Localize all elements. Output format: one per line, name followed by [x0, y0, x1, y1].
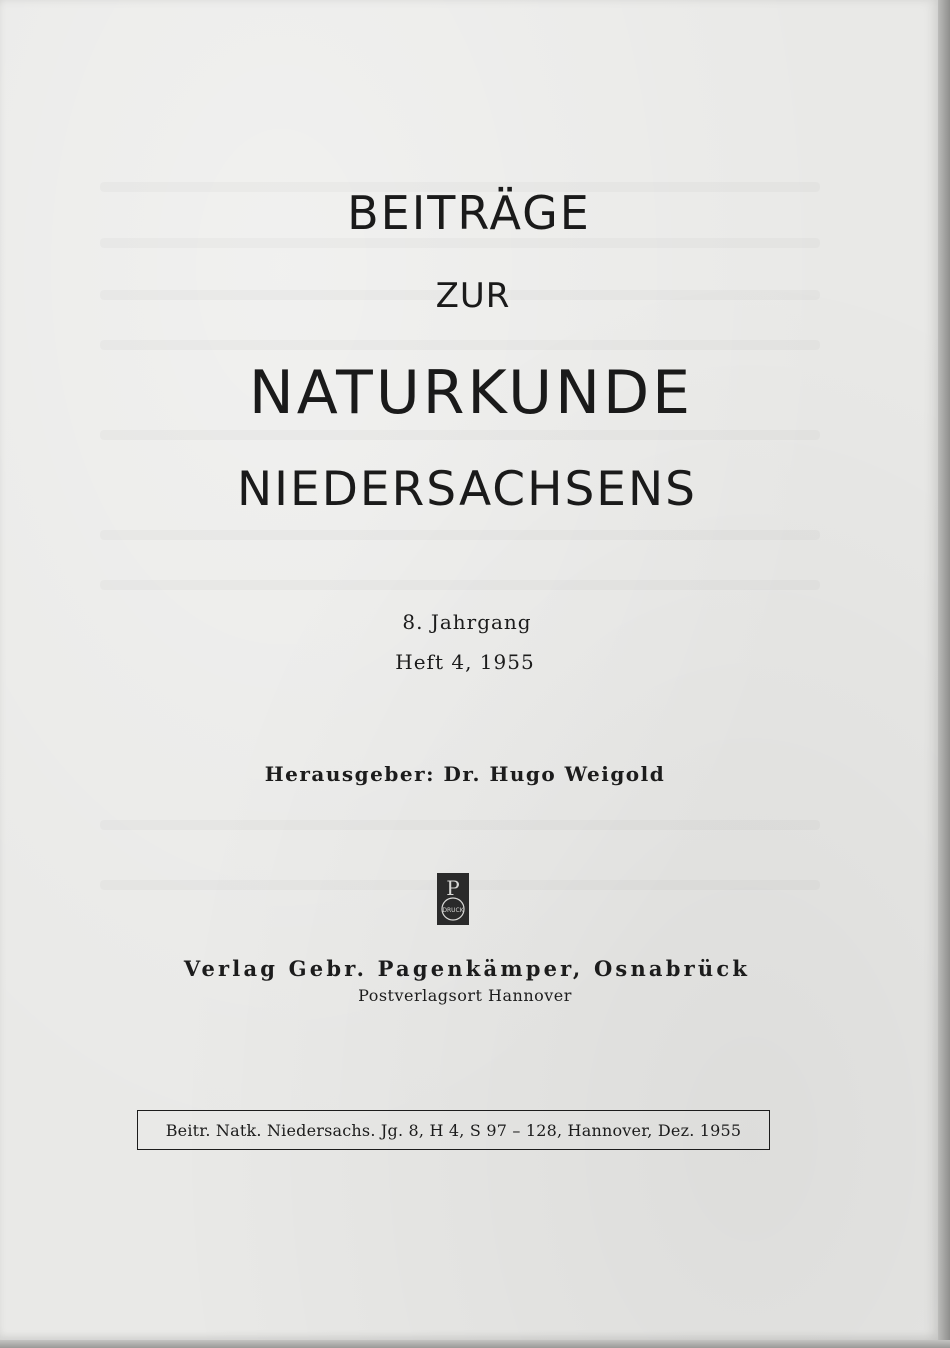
publisher-label: Verlag Gebr. Pagenkämper, Osnabrück — [183, 956, 751, 981]
printer-logo-icon — [437, 873, 469, 925]
editor-label: Herausgeber: Dr. Hugo Weigold — [264, 762, 666, 786]
citation-box — [137, 1110, 770, 1150]
show-through-texture — [100, 530, 820, 540]
issue-label: Heft 4, 1955 — [395, 650, 535, 674]
title-line-zur: ZUR — [435, 276, 511, 316]
logo-label: DRUCK — [442, 907, 464, 914]
page-edge-right — [938, 0, 950, 1348]
title-line-niedersachsens: NIEDERSACHSENS — [237, 462, 697, 517]
citation-text: Beitr. Natk. Niedersachs. Jg. 8, H 4, S 97 – 128, Hannover, Dez. 1955 — [165, 1120, 742, 1140]
title-line-beitraege: BEITRÄGE — [347, 186, 591, 240]
title-line-naturkunde: NATURKUNDE — [248, 358, 694, 428]
show-through-texture — [100, 820, 820, 830]
show-through-texture — [100, 580, 820, 590]
publishing-place-label: Postverlagsort Hannover — [358, 986, 572, 1005]
logo-letter: P — [446, 876, 460, 900]
show-through-texture — [100, 430, 820, 440]
show-through-texture — [100, 340, 820, 350]
volume-label: 8. Jahrgang — [402, 610, 532, 634]
page-edge-bottom — [0, 1340, 950, 1348]
